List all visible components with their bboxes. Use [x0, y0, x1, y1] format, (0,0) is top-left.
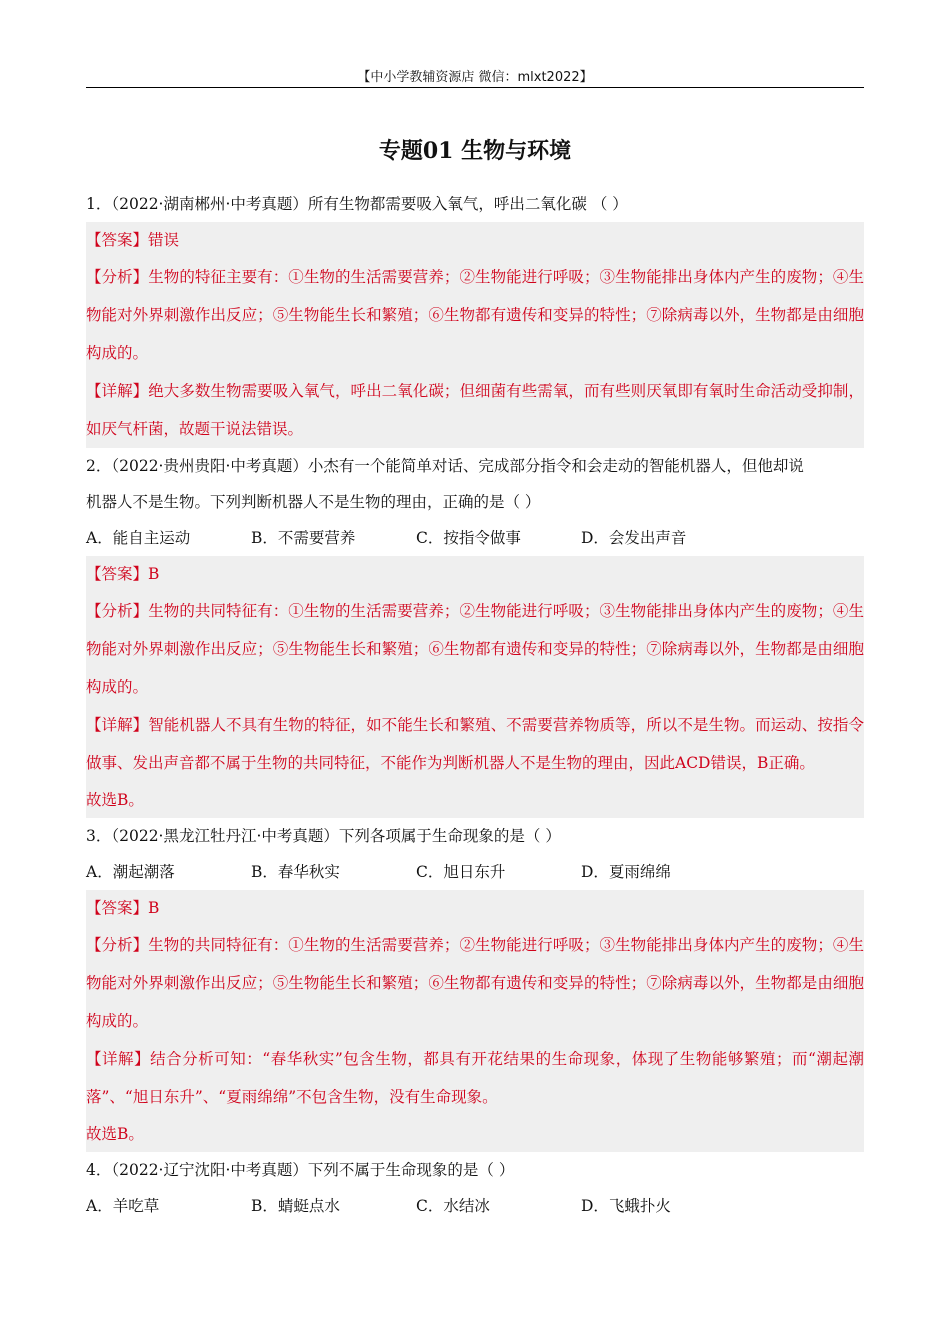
header-divider: [86, 87, 864, 88]
question-1-analysis: 【分析】生物的特征主要有：①生物的生活需要营养；②生物能进行呼吸；③生物能排出身体内产生的废物；④生物能对外界刺激作出反应；⑤生物能生长和繁殖；⑥生物都有遗传和变异的特性；⑦除病毒以外，生物都是由细胞构成的。: [86, 268, 864, 362]
question-2-option-d: D．会发出声音: [581, 529, 687, 547]
question-4-options: [86, 1188, 864, 1224]
question-1-detail: 【详解】绝大多数生物需要吸入氧气，呼出二氧化碳；但细菌有些需氧，而有些则厌氧即有氧时生命活动受抑制，如厌气杆菌，故题干说法错误。: [86, 382, 864, 438]
question-4-option-b: B．蜻蜓点水: [251, 1197, 340, 1215]
question-3-answer: 【答案】B: [86, 899, 160, 917]
question-2-detail: 【详解】智能机器人不具有生物的特征，如不能生长和繁殖、不需要营养物质等，所以不是生物。而运动、按指令做事、发出声音都不属于生物的共同特征，不能作为判断机器人不是生物的理由，因此ACD错误，B正确。: [86, 716, 864, 772]
question-2-options: [86, 520, 864, 556]
question-3-analysis: 【分析】生物的共同特征有：①生物的生活需要营养；②生物能进行呼吸；③生物能排出身体内产生的废物；④生物能对外界刺激作出反应；⑤生物能生长和繁殖；⑥生物都有遗传和变异的特性；⑦除病毒以外，生物都是由细胞构成的。: [86, 936, 864, 1030]
question-2-analysis: 【分析】生物的共同特征有：①生物的生活需要营养；②生物能进行呼吸；③生物能排出身体内产生的废物；④生物能对外界刺激作出反应；⑤生物能生长和繁殖；⑥生物都有遗传和变异的特性；⑦除病毒以外，生物都是由细胞构成的。: [86, 602, 864, 696]
question-2-option-a: A．能自主运动: [86, 529, 191, 547]
question-1-solution: [86, 222, 864, 448]
question-4-stem: 4．（2022·辽宁沈阳·中考真题）下列不属于生命现象的是（ ）: [86, 1161, 515, 1179]
question-1-stem: 1．（2022·湖南郴州·中考真题）所有生物都需要吸入氧气，呼出二氧化碳 （ ）: [86, 195, 628, 213]
question-list: [86, 186, 864, 1224]
question-2-solution: [86, 556, 864, 818]
question-3-solution: [86, 890, 864, 1152]
question-3-detail: 【详解】结合分析可知：“春华秋实”包含生物，都具有开花结果的生命现象，体现了生物能够繁殖；而“潮起潮落”、“旭日东升”、“夏雨绵绵”不包含生物，没有生命现象。: [86, 1050, 864, 1106]
question-2-stem-line1: 2．（2022·贵州贵阳·中考真题）小杰有一个能简单对话、完成部分指令和会走动的智能机器人，但他却说: [86, 457, 804, 475]
question-4-option-a: A．羊吃草: [86, 1197, 160, 1215]
question-3-stem: 3．（2022·黑龙江牡丹江·中考真题）下列各项属于生命现象的是（ ）: [86, 827, 561, 845]
question-2-option-c: C．按指令做事: [416, 529, 521, 547]
page-header: 【中小学教辅资源店 微信：mlxt2022】: [357, 70, 593, 85]
question-3-options: [86, 854, 864, 890]
question-2-option-b: B．不需要营养: [251, 529, 356, 547]
question-4-option-c: C．水结冰: [416, 1197, 490, 1215]
question-2-conclusion: 故选B。: [86, 791, 144, 809]
question-3-option-b: B．春华秋实: [251, 863, 340, 881]
page-title: 专题01 生物与环境: [378, 138, 572, 164]
question-2-answer: 【答案】B: [86, 565, 160, 583]
question-3-option-a: A．潮起潮落: [86, 863, 175, 881]
question-2-stem-line2: 机器人不是生物。下列判断机器人不是生物的理由，正确的是（ ）: [86, 493, 541, 511]
question-4-option-d: D．飞蛾扑火: [581, 1197, 671, 1215]
question-3-option-c: C．旭日东升: [416, 863, 506, 881]
question-3-conclusion: 故选B。: [86, 1125, 144, 1143]
question-3-option-d: D．夏雨绵绵: [581, 863, 671, 881]
question-1-answer: 【答案】错误: [86, 231, 180, 249]
